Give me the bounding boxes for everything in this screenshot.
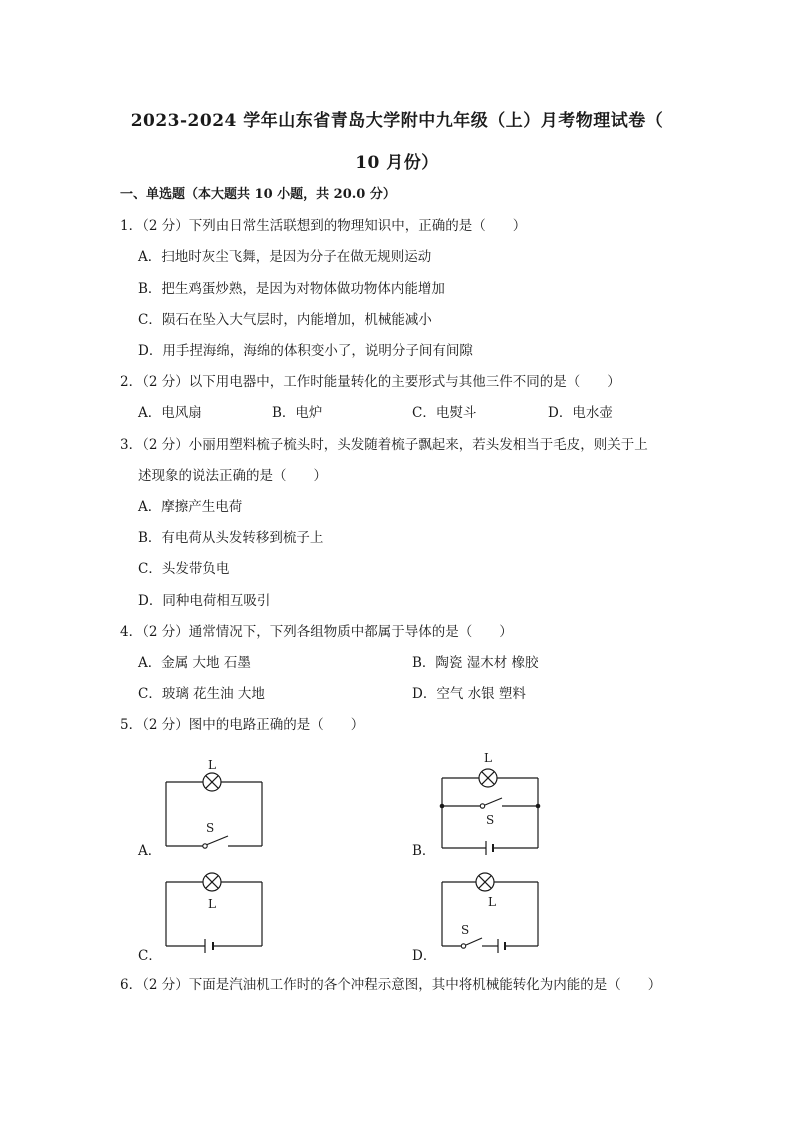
switch-icon (480, 804, 484, 808)
section-heading: 一、单选题（本大题共 10 小题，共 20.0 分） (120, 187, 396, 202)
lamp-label: L (484, 751, 492, 765)
question-2-stem: 2．（2 分）以下用电器中，工作时能量转化的主要形式与其他三件不同的是（ ） (120, 374, 621, 390)
question-2-option-b: B．电炉 (272, 405, 323, 421)
question-6-stem: 6．（2 分）下面是汽油机工作时的各个冲程示意图，其中将机械能转化为内能的是（ ） (120, 977, 662, 993)
lamp-icon (476, 873, 494, 891)
paper-title-line-2: 10 月份） (355, 153, 439, 173)
question-4-option-a: A．金属 大地 石墨 (138, 655, 251, 671)
lamp-icon (479, 769, 497, 787)
circuit-diagram-d (436, 868, 546, 956)
question-3-option-c: C．头发带负电 (138, 561, 230, 577)
paper-title-line-1: 2023-2024 学年山东省青岛大学附中九年级（上）月考物理试卷（ (130, 111, 664, 131)
question-1-stem: 1．（2 分）下列由日常生活联想到的物理知识中，正确的是（ ） (120, 218, 527, 234)
question-5-option-a-label: A． (138, 843, 162, 859)
circuit-diagram-c (160, 868, 270, 956)
switch-label: S (486, 813, 495, 827)
switch-icon (461, 944, 465, 948)
switch-icon (203, 844, 207, 848)
question-1-option-c: C．陨石在坠入大气层时，内能增加，机械能减小 (138, 312, 432, 328)
question-1-option-d: D．用手捏海绵，海绵的体积变小了，说明分子间有间隙 (138, 343, 473, 359)
question-5-stem: 5．（2 分）图中的电路正确的是（ ） (120, 717, 365, 733)
lamp-label: L (208, 758, 216, 772)
question-5-option-d-label: D． (412, 948, 437, 964)
question-4-option-c: C．玻璃 花生油 大地 (138, 686, 265, 702)
question-3-stem-continued: 述现象的说法正确的是（ ） (138, 468, 327, 484)
question-4-option-d: D．空气 水银 塑料 (412, 686, 526, 702)
circuit-diagram-a (160, 752, 270, 852)
lamp-label: L (488, 895, 496, 909)
switch-label: S (461, 923, 470, 937)
lamp-icon (203, 773, 221, 791)
question-2-option-c: C．电熨斗 (412, 405, 477, 421)
question-1-option-b: B．把生鸡蛋炒熟，是因为对物体做功物体内能增加 (138, 281, 445, 297)
question-3-stem: 3．（2 分）小丽用塑料梳子梳头时，头发随着梳子飘起来，若头发相当于毛皮，则关于上 (120, 437, 648, 453)
question-3-option-b: B．有电荷从头发转移到梳子上 (138, 530, 324, 546)
lamp-label: L (208, 897, 216, 911)
lamp-icon (203, 873, 221, 891)
question-4-stem: 4．（2 分）通常情况下，下列各组物质中都属于导体的是（ ） (120, 624, 513, 640)
question-3-option-a: A．摩擦产生电荷 (138, 499, 243, 515)
question-1-option-a: A．扫地时灰尘飞舞，是因为分子在做无规则运动 (138, 249, 432, 265)
switch-label: S (206, 821, 215, 835)
question-4-option-b: B．陶瓷 湿木材 橡胶 (412, 655, 539, 671)
question-5-option-b-label: B． (412, 843, 436, 859)
question-2-option-a: A．电风扇 (138, 405, 202, 421)
question-5-option-c-label: C． (138, 948, 162, 964)
question-3-option-d: D．同种电荷相互吸引 (138, 593, 271, 609)
circuit-diagram-b (436, 744, 548, 856)
question-2-option-d: D．电水壶 (548, 405, 613, 421)
